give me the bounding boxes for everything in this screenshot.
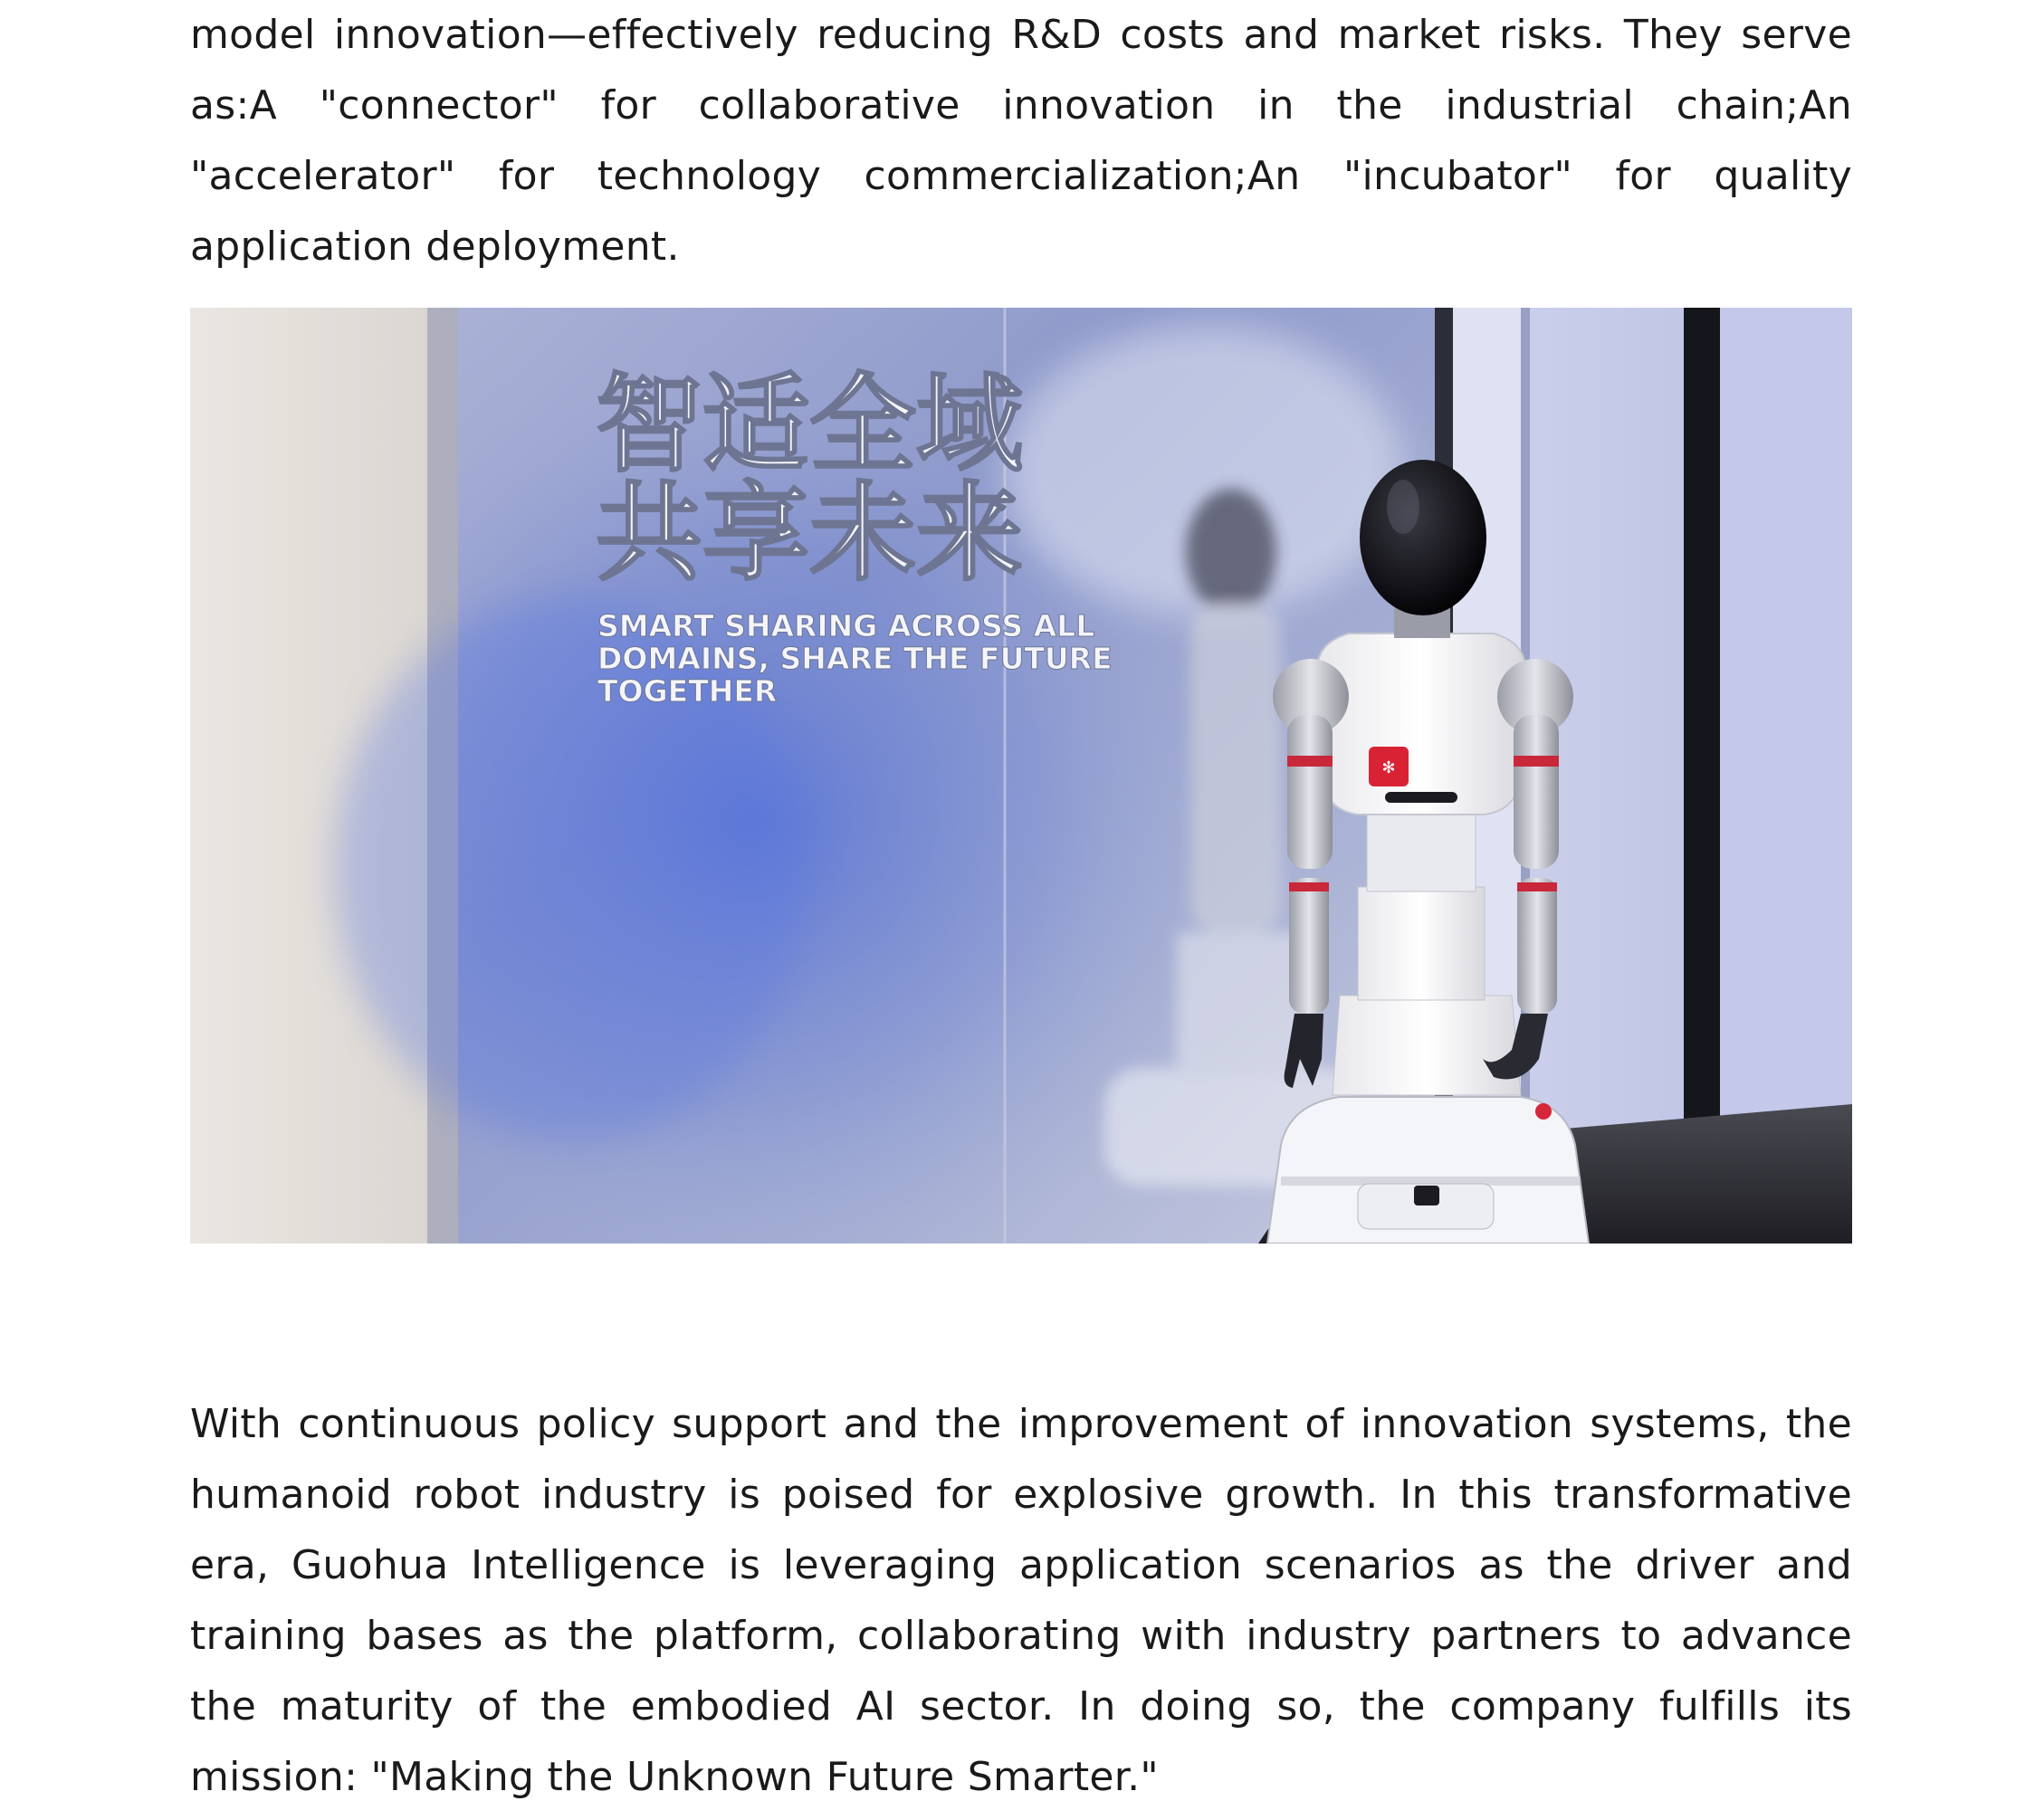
robot-exhibit-photo	[190, 308, 1852, 1244]
paragraph-top: model innovation—effectively reducing R&D costs and market risks. They serve as:A "connector" for collaborative innovation in the industrial chain;An "accelerator" for technology commercialization;An "incubator" for quality application deployment.	[190, 12, 1852, 270]
sign-english-line-1: SMART SHARING ACROSS ALL	[597, 608, 1095, 643]
sign-chinese-line-2: 共享未来	[596, 471, 1024, 596]
svg-text:✻: ✻	[1381, 758, 1396, 777]
paragraph-bottom: With continuous policy support and the improvement of innovation systems, the humanoid robot industry is poised for explosive growth. In this transformative era, Guohua Intelligence is leveraging application scenarios as the driver and training bases as the platform, collaborating with industry partners to advance the maturity of the embodied AI sector. In doing so, the company fulfills its mission: "Making the Unknown Future Smarter."	[190, 1401, 1852, 1800]
sign-english-line-2: DOMAINS, SHARE THE FUTURE	[597, 641, 1113, 676]
sign-chinese-line-1: 智适全域	[596, 362, 1024, 487]
sign-english-line-3: TOGETHER	[597, 673, 778, 709]
